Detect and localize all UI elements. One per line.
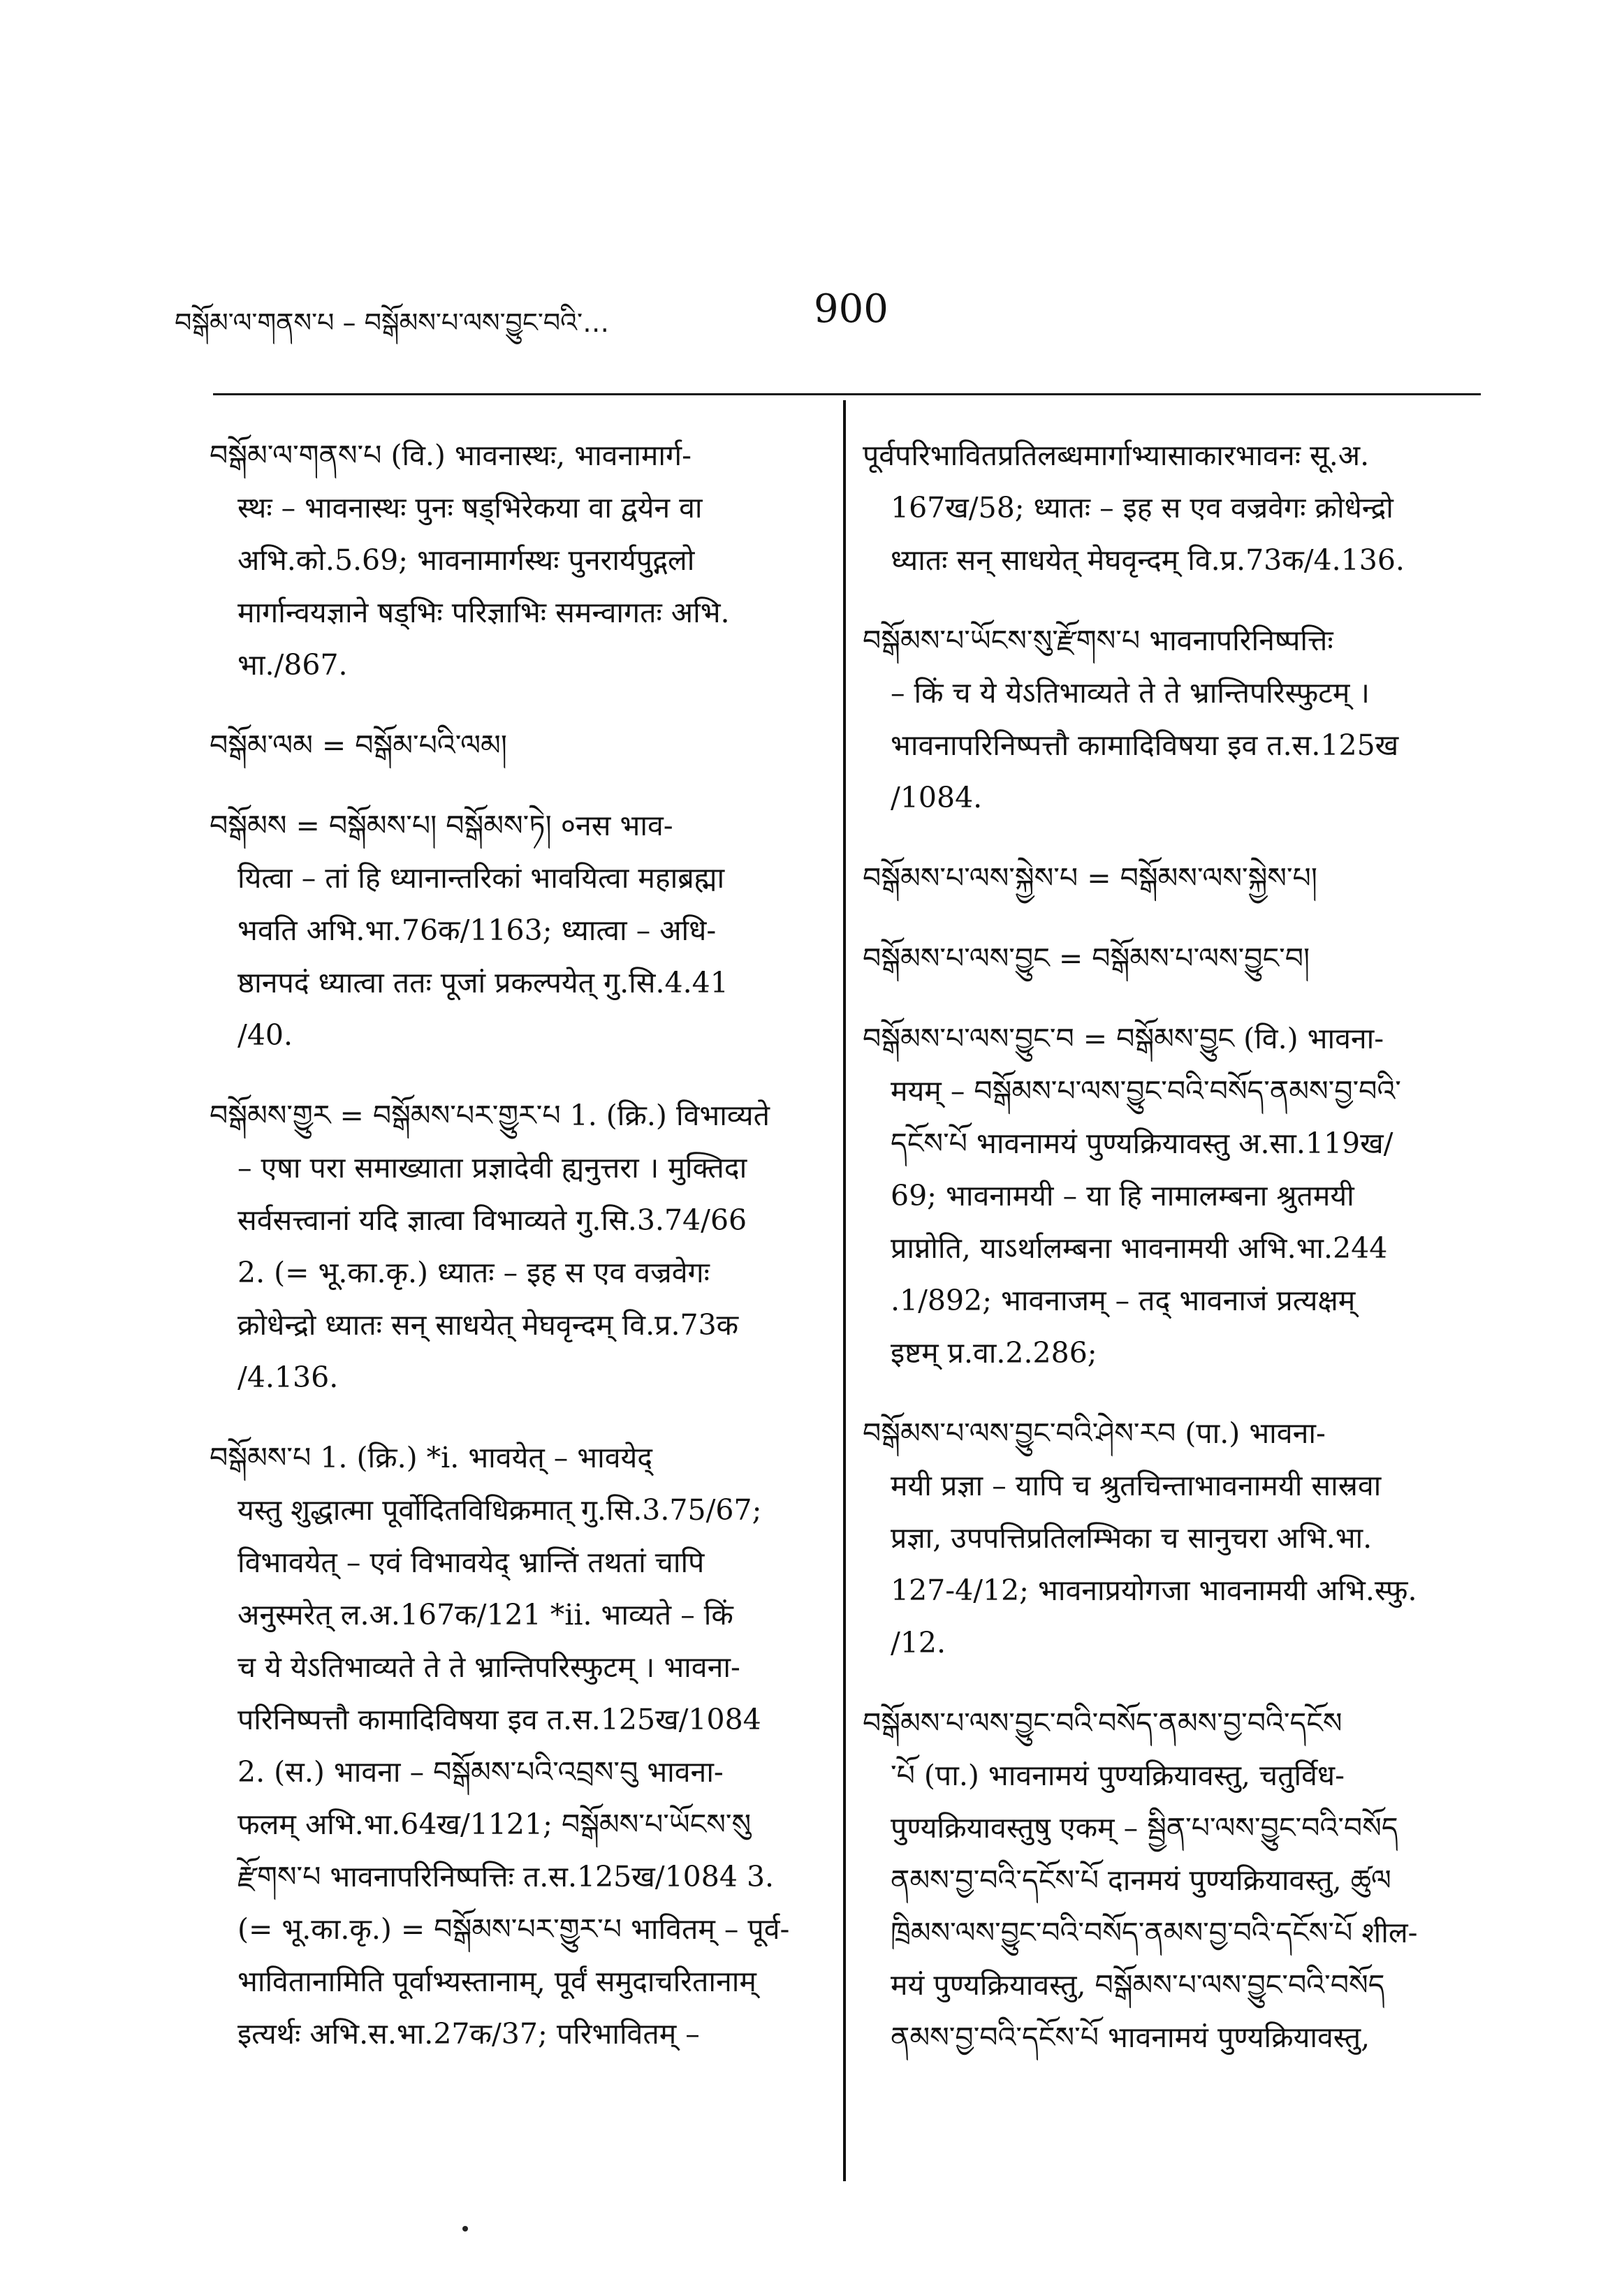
entry-headword-line: བསྒོམ་ལམ = བསྒོམ་པའི་ལམ།	[210, 728, 507, 762]
header-rule	[213, 393, 1481, 395]
entry-text-line: ष्ठानपदं ध्यात्वा ततः पूजां प्रकल्पयेत् गु.सि.4.41	[237, 966, 729, 999]
entry-text-line: सर्वसत्त्वानां यदि ज्ञात्वा विभाव्यते गु.सि.3.74/66	[237, 1203, 747, 1237]
entry-text-line: 127-4/12; भावनाप्रयोगजा भावनामयी अभि.स्फु.	[891, 1574, 1417, 1607]
dictionary-entry	[863, 1697, 1484, 2064]
entry-text-line: विभावयेत् – एवं विभावयेद् भ्रान्तिं तथतां चापि	[237, 1546, 705, 1579]
entry-text-line: परिनिष्पत्तौ कामादिविषया इव त.स.125ख/1084	[237, 1703, 761, 1736]
entry-headword-line: བསྒོམས་པ 1. (क्रि.) *i. भावयेत् – भावयेद्	[210, 1441, 653, 1474]
entry-headword-line: བསྒོམས་པ་ལས་བྱུང = བསྒོམས་པ་ལས་བྱུང་བ།	[863, 941, 1310, 975]
entry-text-line: प्राप्नोति, याऽर्थालम्बना भावनामयी अभि.भा.244	[891, 1231, 1388, 1265]
entry-text-line: རྫོགས་པ भावनापरिनिष्पत्तिः त.स.125ख/1084 3.	[237, 1860, 775, 1893]
entry-text-line: ཁྲིམས་ལས་བྱུང་བའི་བསོད་ནམས་བྱ་བའི་དངོས་པོ शील-	[891, 1916, 1418, 1949]
entry-text-line: 2. (स.) भावना – བསྒོམས་པའི་འབྲས་བུ भावना-	[237, 1755, 724, 1789]
dictionary-entry	[863, 852, 1484, 904]
entry-text-line: ་པོ (पा.) भावनामयं पुण्यक्रियावस्तु, चतुर्विध-	[891, 1759, 1345, 1792]
entry-text-line: मार्गान्वयज्ञाने षड्भिः परिज्ञाभिः समन्वागतः अभि.	[237, 596, 730, 629]
entry-text-line: यस्तु शुद्धात्मा पूर्वोदितविधिक्रमात् गु.सि.3.75/67;	[237, 1493, 762, 1527]
entry-text-line: ནམས་བྱ་བའི་དངོས་པོ भावनामयं पुण्यक्रियावस्तु,	[891, 2021, 1370, 2054]
entry-text-line: यित्वा – तां हि ध्यानान्तरिकां भावयित्वा महाब्रह्मा	[237, 861, 725, 895]
dictionary-entry	[863, 932, 1484, 985]
page-number: 900	[814, 286, 888, 332]
entry-headword-line: བསྒོམས་པ་ཡོངས་སུ་རྫོགས་པ भावनापरिनिष्पत्तिः	[863, 624, 1333, 657]
entry-text-line: भावनापरिनिष्पत्तौ कामादिविषया इव त.स.125ख	[891, 728, 1399, 762]
entry-text-line: 167ख/58; ध्यातः – इह स एव वज्रवेगः क्रोधेन्द्रो	[891, 491, 1393, 525]
stray-dot	[462, 2226, 468, 2232]
dictionary-entry	[210, 1432, 821, 2060]
dictionary-entry	[210, 1090, 821, 1404]
entry-text-line: /40.	[237, 1018, 293, 1052]
entry-text-line: मयम् – བསྒོམས་པ་ལས་བྱུང་བའི་བསོད་ནམས་བྱ་བའི་	[891, 1074, 1401, 1108]
entry-text-line: प्रज्ञा, उपपत्तिप्रतिलम्भिका च सानुचरा अभि.भा.	[891, 1521, 1373, 1555]
column-divider	[843, 400, 846, 2181]
entry-text-line: ནམས་བྱ་བའི་དངོས་པོ दानमयं पुण्यक्रियावस्तु, ཚུལ	[891, 1863, 1391, 1897]
entry-text-line: क्रोधेन्द्रो ध्यातः सन् साधयेत् मेघवृन्दम् वि.प्र.73क	[237, 1308, 739, 1342]
entry-text-line: इष्टम् प्र.वा.2.286;	[891, 1336, 1097, 1370]
entry-text-line: /4.136.	[237, 1361, 339, 1394]
dictionary-entry	[210, 430, 821, 691]
entry-text-line: /12.	[891, 1626, 946, 1659]
entry-headword-line: पूर्वपरिभावितप्रतिलब्धमार्गाभ्यासाकारभावनः सू.अ.	[863, 439, 1370, 472]
entry-text-line: मयं पुण्यक्रियावस्तु, བསྒོམས་པ་ལས་བྱུང་བའི་བསོད	[891, 1968, 1385, 2002]
running-head: བསྒོམ་ལ་གནས་པ – བསྒོམས་པ་ལས་བྱུང་བའི་…	[175, 307, 610, 338]
dictionary-entry	[210, 719, 821, 772]
entry-text-line: (= भू.का.कृ.) = བསྒོམས་པར་གྱུར་པ भावितम् – पूर्व-	[237, 1912, 790, 1946]
entry-headword-line: བསྒོམས་པ་ལས་བྱུང་བའི་བསོད་ནམས་བྱ་བའི་དངོས	[863, 1706, 1343, 1740]
entry-text-line: .1/892; भावनाजम् – तद् भावनाजं प्रत्यक्षम्	[891, 1284, 1356, 1317]
dictionary-entry	[863, 430, 1484, 587]
entry-text-line: स्थः – भावनास्थः पुनः षड्भिरेकया वा द्वयेन वा	[237, 491, 703, 525]
entry-headword-line: བསྒོམས་པ་ལས་བྱུང་བའི་ཤེས་རབ (पा.) भावना-	[863, 1416, 1326, 1450]
left-column	[210, 430, 821, 2088]
dictionary-entry	[863, 1407, 1484, 1669]
entry-headword-line: བསྒོམ་ལ་གནས་པ (वि.) भावनास्थः, भावनामार्ग-	[210, 439, 692, 472]
entry-text-line: फलम् अभि.भा.64ख/1121; བསྒོམས་པ་ཡོངས་སུ	[237, 1808, 752, 1841]
entry-headword-line: བསྒོམས་གྱུར = བསྒོམས་པར་གྱུར་པ 1. (क्रि.) विभाव्यते	[210, 1099, 770, 1132]
entry-text-line: मयी प्रज्ञा – यापि च श्रुतचिन्ताभावनामयी सास्रवा	[891, 1469, 1382, 1502]
entry-text-line: – किं च ये येऽतिभाव्यते ते ते भ्रान्तिपरिस्फुटम् ।	[891, 676, 1370, 710]
right-column	[863, 430, 1484, 2092]
dictionary-entry	[863, 615, 1484, 824]
entry-text-line: /1084.	[891, 781, 983, 814]
entry-headword-line: བསྒོམས་པ་ལས་སྐྱེས་པ = བསྒོམས་ལས་སྐྱེས་པ།	[863, 861, 1317, 895]
entry-text-line: च ये येऽतिभाव्यते ते ते भ्रान्तिपरिस्फुटम् । भावना-	[237, 1650, 740, 1684]
dictionary-entry	[863, 1013, 1484, 1379]
entry-headword-line: བསྒོམས་པ་ལས་བྱུང་བ = བསྒོམས་བྱུང (वि.) भावना-	[863, 1022, 1384, 1055]
entry-text-line: ध्यातः सन् साधयेत् मेघवृन्दम् वि.प्र.73क/4.136.	[891, 543, 1405, 577]
entry-text-line: – एषा परा समाख्याता प्रज्ञादेवी ह्यनुत्तरा । मुक्तिदा	[237, 1151, 747, 1185]
entry-text-line: 2. (= भू.का.कृ.) ध्यातः – इह स एव वज्रवेगः	[237, 1256, 710, 1289]
entry-text-line: अभि.को.5.69; भावनामार्गस्थः पुनरार्यपुद्गलो	[237, 543, 695, 577]
entry-text-line: 69; भावनामयी – या हि नामालम्बना श्रुतमयी	[891, 1179, 1354, 1212]
entry-text-line: पुण्यक्रियावस्तुषु एकम् – སྦྱིན་པ་ལས་བྱུང་བའི་བསོད	[891, 1811, 1398, 1845]
entry-text-line: इत्यर्थः अभि.स.भा.27क/37; परिभावितम् –	[237, 2017, 700, 2051]
entry-text-line: भावितानामिति पूर्वाभ्यस्तानाम्, पूर्वं समुदाचरितानाम्	[237, 1965, 756, 1998]
entry-headword-line: བསྒོམས = བསྒོམས་པ། བསྒོམས་ཏེ། ०नस भाव-	[210, 809, 673, 842]
entry-text-line: अनुस्मरेत् ल.अ.167क/121 *ii. भाव्यते – किं	[237, 1598, 733, 1632]
entry-text-line: भवति अभि.भा.76क/1163; ध्यात्वा – अधि-	[237, 914, 717, 947]
entry-text-line: དངོས་པོ भावनामयं पुण्यक्रियावस्तु अ.सा.119ख/	[891, 1127, 1393, 1160]
entry-text-line: भा./867.	[237, 648, 348, 682]
dictionary-entry	[210, 800, 821, 1062]
